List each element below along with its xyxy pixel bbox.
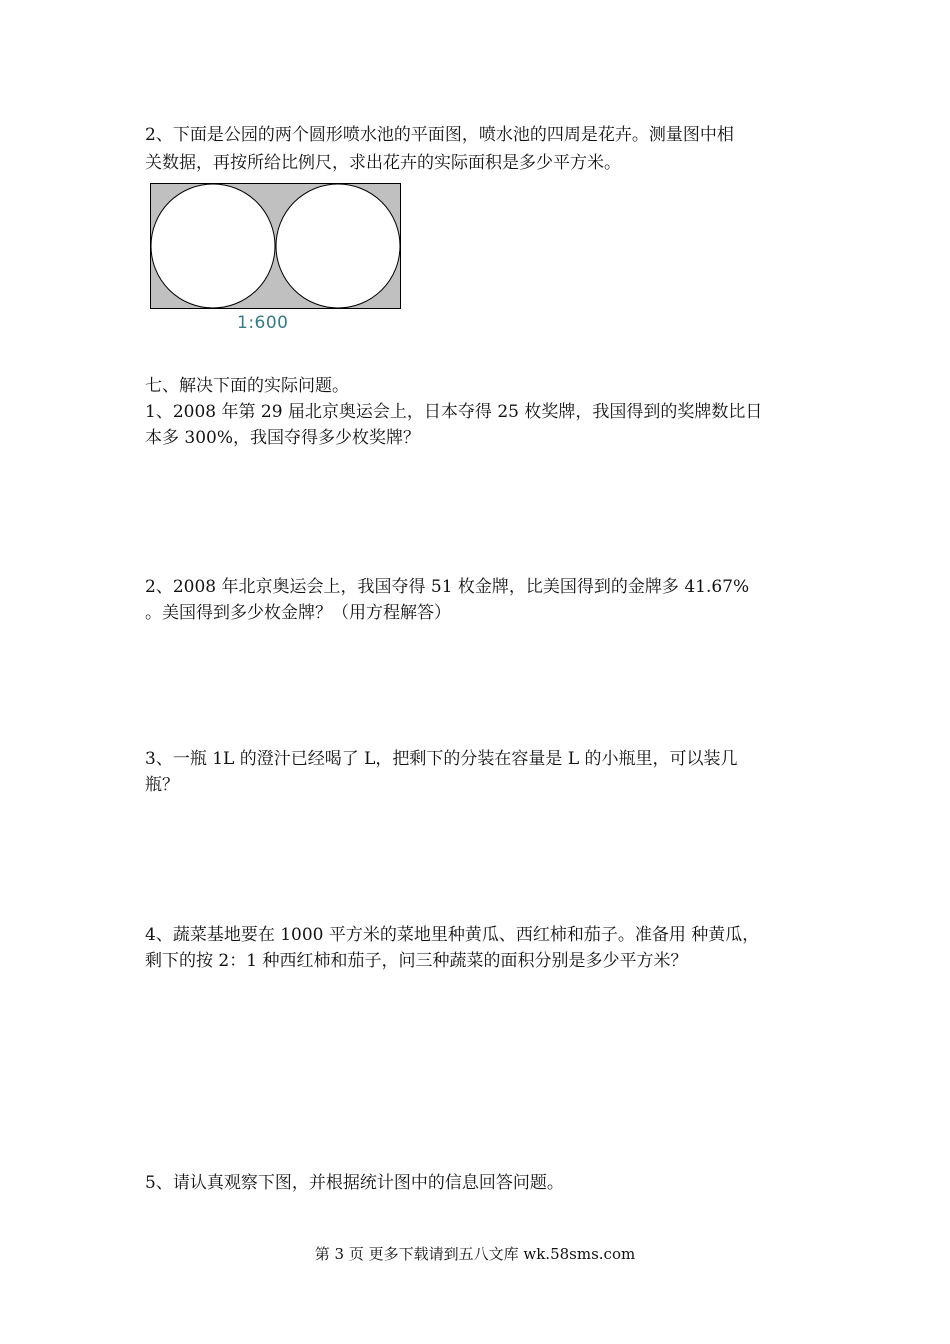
question-2-line-2: 关数据，再按所给比例尺，求出花卉的实际面积是多少平方米。 [145, 153, 621, 173]
fountain-pool-left [151, 184, 275, 308]
scale-label: 1:600 [237, 313, 289, 333]
problem-4-line-1: 4、蔬菜基地要在 1000 平方米的菜地里种黄瓜、西红柿和茄子。准备用 种黄瓜， [145, 925, 760, 945]
problem-3-line-2: 瓶？ [145, 775, 179, 795]
question-2-line-1: 2、下面是公园的两个圆形喷水池的平面图，喷水池的四周是花卉。测量图中相 [145, 125, 734, 145]
problem-1-line-2: 本多 300%，我国夺得多少枚奖牌？ [145, 428, 421, 448]
problem-2-line-2: 。美国得到多少枚金牌？（用方程解答） [145, 603, 451, 623]
problem-4-line-2: 剩下的按 2：1 种西红柿和茄子，问三种蔬菜的面积分别是多少平方米？ [145, 951, 688, 971]
section-7-title: 七、解决下面的实际问题。 [145, 376, 349, 396]
fountain-plan-figure [150, 183, 401, 309]
problem-3-line-1: 3、一瓶 1L 的澄汁已经喝了 L，把剩下的分装在容量是 L 的小瓶里，可以装几 [145, 749, 738, 769]
page-footer: 第 3 页 更多下载请到五八文库 wk.58sms.com [314, 1245, 636, 1263]
fountain-pool-right [276, 184, 400, 308]
problem-2-line-1: 2、2008 年北京奥运会上，我国夺得 51 枚金牌，比美国得到的金牌多 41.67% [145, 577, 750, 597]
problem-5-line-1: 5、请认真观察下图，并根据统计图中的信息回答问题。 [145, 1173, 564, 1193]
problem-1-line-1: 1、2008 年第 29 届北京奥运会上，日本夺得 25 枚奖牌，我国得到的奖牌数比日 [145, 402, 763, 422]
